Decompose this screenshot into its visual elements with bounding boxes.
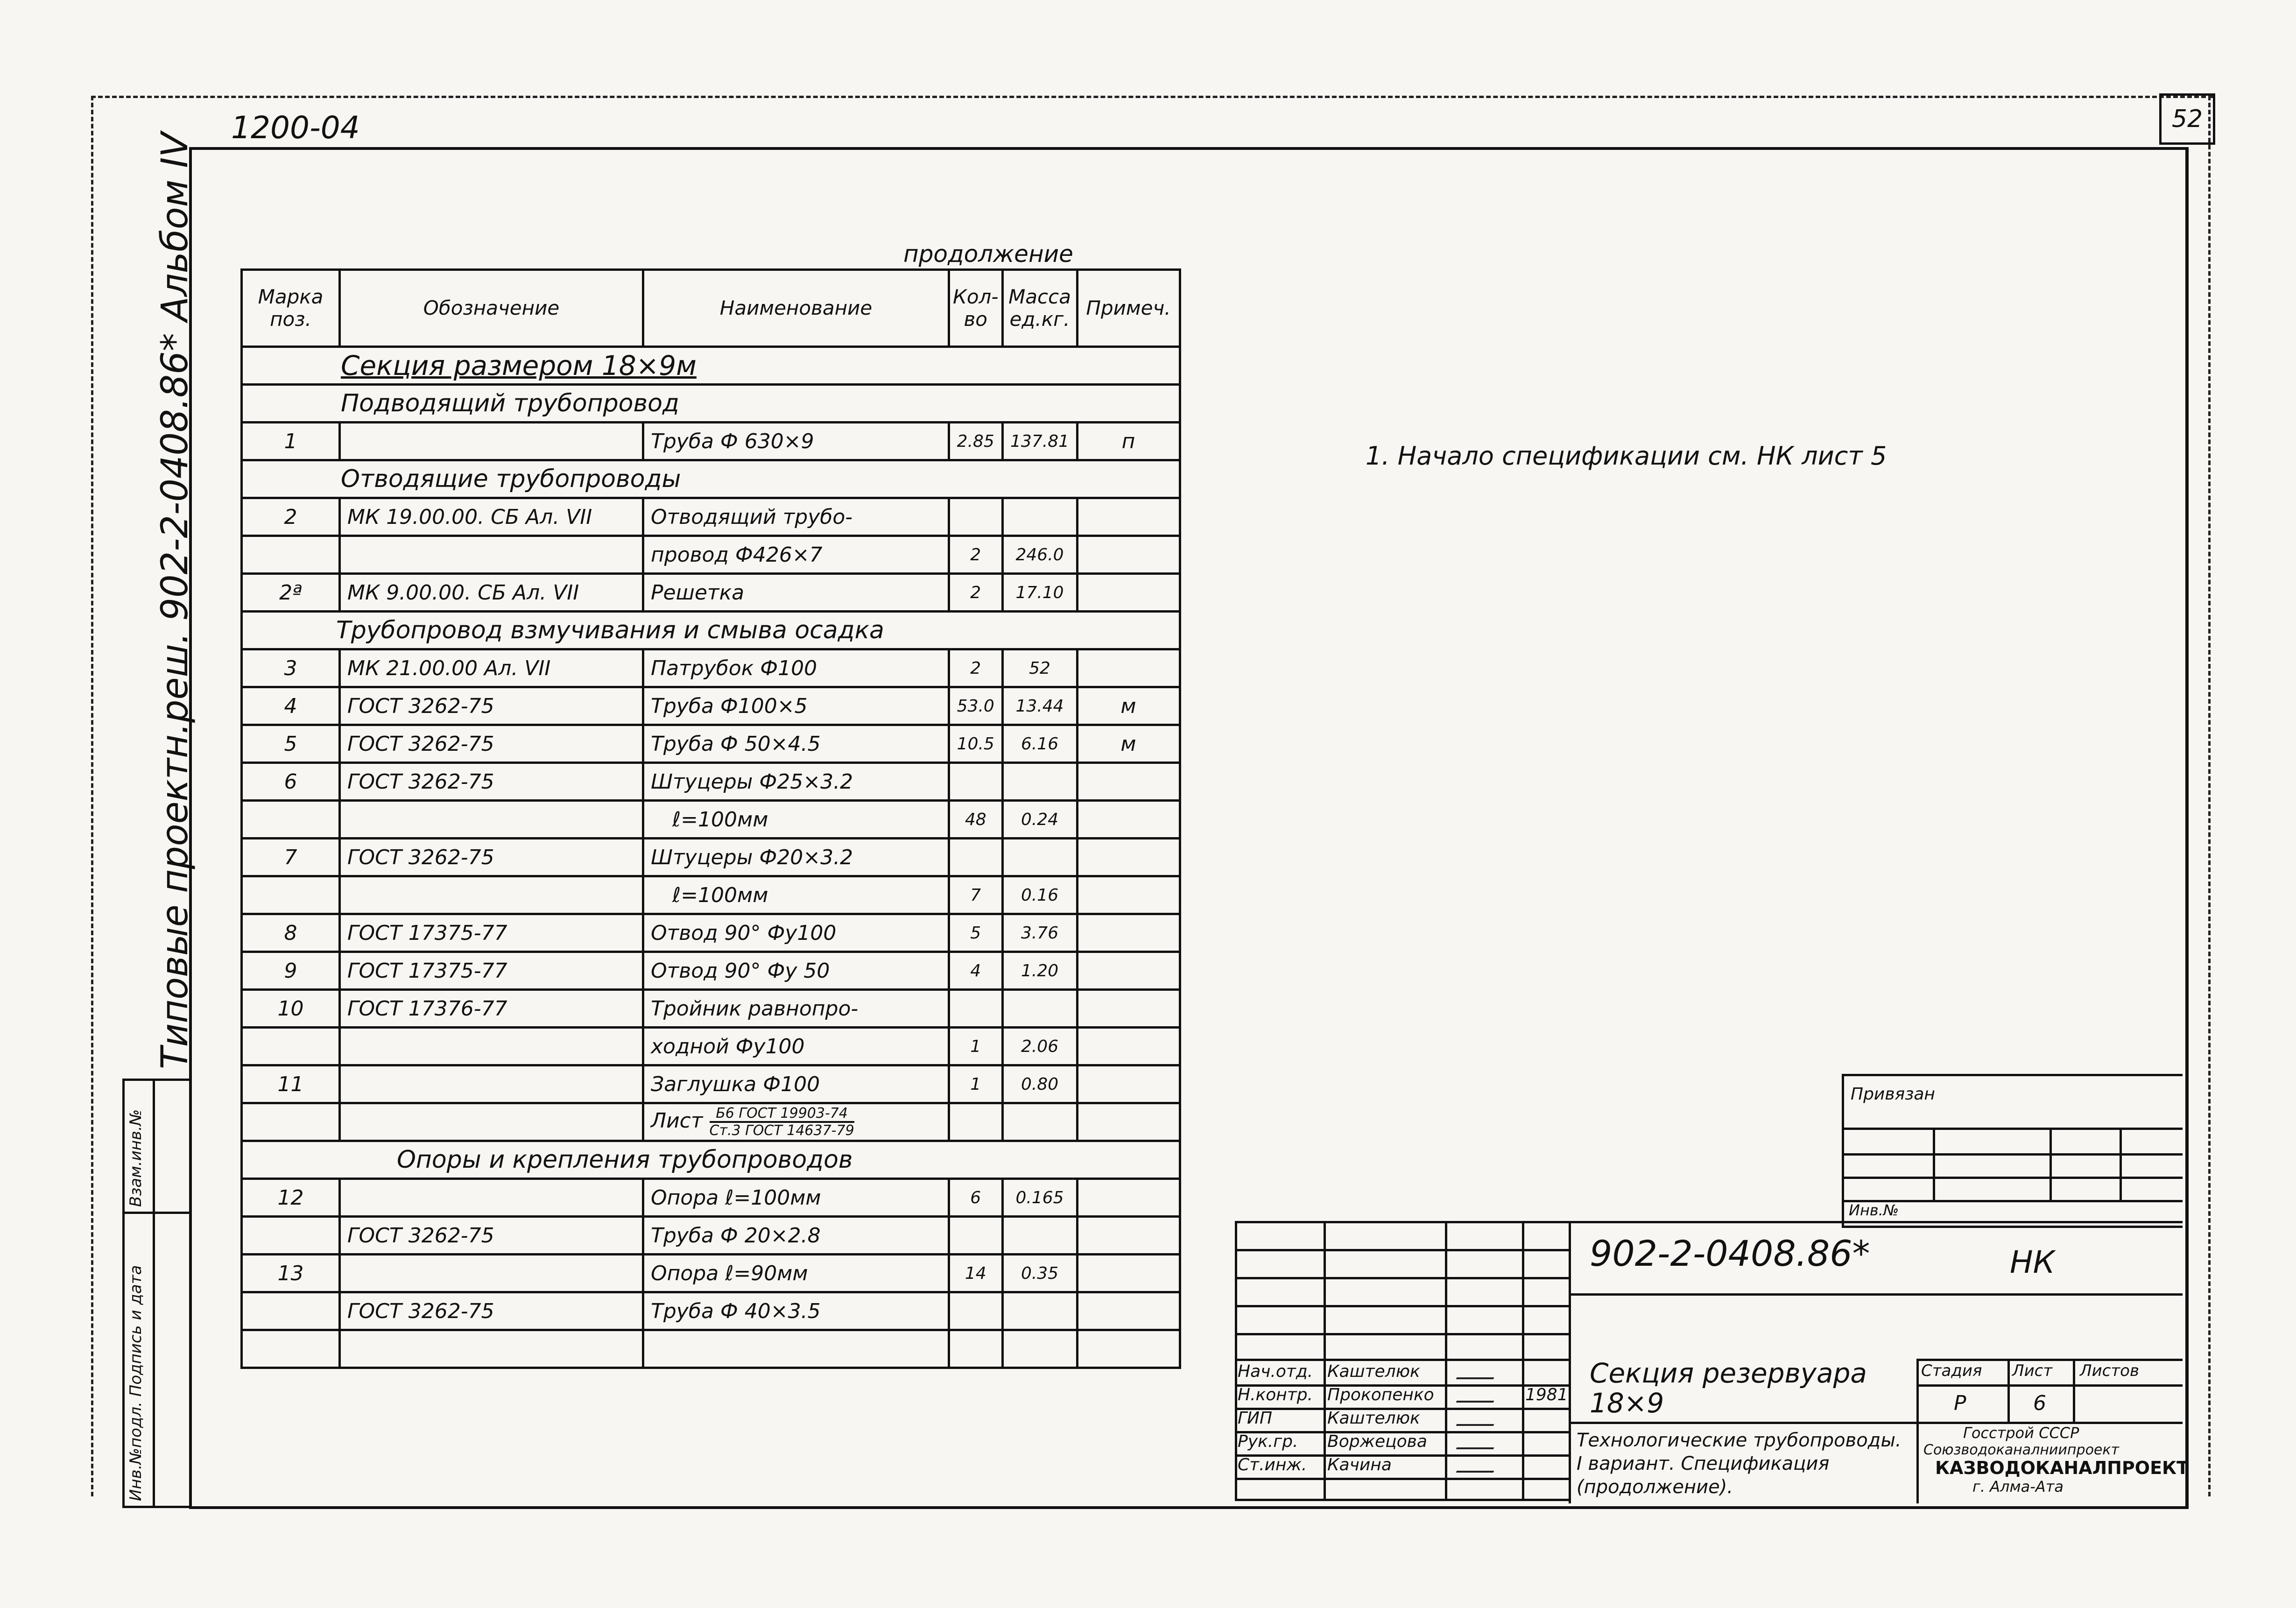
sheet-grade-fraction: $\frac{\text{Б6 ГОСТ 19903-74}}{\text{Ст.3 ГОСТ 14637-79}}$ (709, 1105, 854, 1139)
signature (1456, 1410, 1499, 1426)
table-caption: продолжение (903, 240, 1073, 268)
table-row: провод Ф426×7 2 246.0 (242, 536, 1180, 574)
sheet-value: 6 (2033, 1391, 2046, 1415)
binding-label: Привязан (1851, 1085, 1935, 1104)
sheet-number: 52 (2159, 93, 2215, 145)
doc-code: 902-2-0408.86* (1590, 1233, 1870, 1274)
spec-table (240, 268, 1181, 1369)
table-row: 10 ГОСТ 17376-77 Тройник равнопро- (242, 990, 1180, 1028)
table-row: 9 ГОСТ 17375-77 Отвод 90° Фу 50 4 1.20 (242, 952, 1180, 990)
table-row: 13 Опора ℓ=90мм 14 0.35 (242, 1255, 1180, 1292)
stage-value: Р (1954, 1391, 1966, 1415)
stage-label: Стадия (1921, 1361, 1982, 1380)
staff-role: ГИП (1238, 1409, 1273, 1428)
spec-note: 1. Начало спецификации см. НК лист 5 (1366, 441, 1887, 471)
header-note: Примеч. (1077, 270, 1180, 347)
section-title: Секция размером 18×9м (242, 347, 1180, 385)
table-row: 1 Труба Ф 630×9 2.85 137.81 п (242, 423, 1180, 460)
table-row: ℓ=100мм 7 0.16 (242, 876, 1180, 914)
margin-strip-col2: Взам.инв.№ (127, 1109, 145, 1207)
table-row: 2ª МК 9.00.00. СБ Ал. VII Решетка 2 17.10 (242, 574, 1180, 612)
sheet-edge-right (2208, 96, 2211, 1496)
sheet-edge-left (91, 96, 93, 1496)
table-row: ГОСТ 3262-75 Труба Ф 40×3.5 (242, 1292, 1180, 1330)
table-row: Лист $\frac{\text{Б6 ГОСТ 19903-74}}{\text{Ст.3 ГОСТ 14637-79}}$ (242, 1103, 1180, 1141)
staff-role: Ст.инж. (1238, 1455, 1307, 1474)
drawing-subtitle: Технологические трубопроводы. I вариант. Спецификация (продолжение). (1577, 1430, 1902, 1498)
staff-role: Рук.гр. (1238, 1432, 1298, 1451)
title-block-main (1569, 1221, 2189, 1503)
sheet-label: Лист (2012, 1361, 2053, 1380)
group-title: Подводящий трубопровод (242, 385, 1180, 423)
header-mark: Марка поз. (242, 270, 340, 347)
table-row: ГОСТ 3262-75 Труба Ф 20×2.8 (242, 1217, 1180, 1255)
album-vertical-title: Типовые проектн.реш. 902-2-0408.86* Альбом IV (154, 132, 196, 1069)
table-row: ℓ=100мм 48 0.24 (242, 801, 1180, 839)
org-line3: КАЗВОДОКАНАЛПРОЕКТ (1935, 1458, 2189, 1478)
signature (1456, 1387, 1499, 1403)
binding-box (1842, 1074, 2183, 1228)
margin-strip (122, 1079, 191, 1508)
binding-inv-label: Инв.№ (1849, 1201, 1899, 1219)
table-row: 6 ГОСТ 3262-75 Штуцеры Ф25×3.2 (242, 763, 1180, 801)
signature (1456, 1457, 1499, 1473)
staff-name: Прокопенко (1327, 1385, 1434, 1404)
title-block-staff (1235, 1221, 1571, 1501)
group-title: Отводящие трубопроводы (242, 460, 1180, 498)
staff-name: Качина (1327, 1455, 1392, 1474)
table-row: 12 Опора ℓ=100мм 6 0.165 (242, 1179, 1180, 1217)
staff-name: Каштелюк (1327, 1362, 1420, 1381)
table-row: 4 ГОСТ 3262-75 Труба Ф100×5 53.0 13.44 м (242, 687, 1180, 725)
org-line1: Госстрой СССР (1963, 1424, 2079, 1442)
org-line2: Союзводоканалниипроект (1923, 1442, 2119, 1458)
table-row: 11 Заглушка Ф100 1 0.80 (242, 1065, 1180, 1103)
sheet-edge-top (91, 96, 2213, 98)
table-row: 8 ГОСТ 17375-77 Отвод 90° Фу100 5 3.76 (242, 914, 1180, 952)
staff-role: Нач.отд. (1238, 1362, 1313, 1381)
signature (1456, 1433, 1499, 1449)
table-row: 7 ГОСТ 3262-75 Штуцеры Ф20×3.2 (242, 839, 1180, 876)
table-row: 3 МК 21.00.00 Ал. VII Патрубок Ф100 2 52 (242, 649, 1180, 687)
top-code: 1200-04 (231, 110, 360, 146)
sheets-label: Листов (2080, 1361, 2140, 1380)
staff-name: Воржецова (1327, 1432, 1427, 1451)
header-qty: Кол-во (949, 270, 1003, 347)
header-designation: Обозначение (340, 270, 643, 347)
group-title: Опоры и крепления трубопроводов (242, 1141, 1180, 1179)
table-row: 2 МК 19.00.00. СБ Ал. VII Отводящий трубо- (242, 498, 1180, 536)
table-header-row (242, 270, 1180, 347)
header-name: Наименование (643, 270, 949, 347)
table-row: 5 ГОСТ 3262-75 Труба Ф 50×4.5 10.5 6.16 м (242, 725, 1180, 763)
drawing-title: Секция резервуара 18×9 (1590, 1357, 1867, 1419)
group-title: Трубопровод взмучивания и смыва осадка (242, 612, 1180, 649)
table-row (242, 1330, 1180, 1368)
org-line4: г. Алма-Ата (1972, 1478, 2064, 1495)
doc-mark: НК (2010, 1244, 2055, 1280)
margin-strip-col1: Инв.№подл. Подпись и дата (127, 1265, 145, 1501)
approval-year: 1981 (1525, 1385, 1568, 1404)
table-row: ходной Фу100 1 2.06 (242, 1028, 1180, 1065)
header-mass: Масса ед.кг. (1002, 270, 1077, 347)
staff-name: Каштелюк (1327, 1409, 1420, 1428)
signature (1456, 1363, 1499, 1379)
staff-role: Н.контр. (1238, 1385, 1313, 1404)
